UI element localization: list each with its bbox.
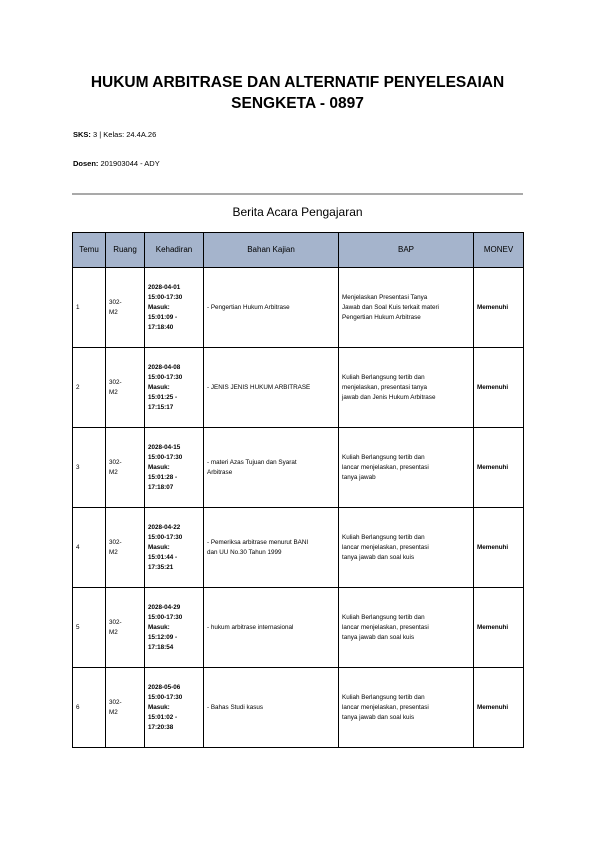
kehadiran-line: Masuk: [148,703,170,711]
table-header-row [73,233,524,268]
cell-temu: 6 [73,668,106,748]
cell-ruang [106,508,145,588]
sks-info [73,130,156,139]
title-line-2: SENGKETA - 0897 [231,95,364,112]
cell-bap [339,348,474,428]
cell-bap [339,588,474,668]
kehadiran-line: 15:00-17:30 [148,453,183,461]
kehadiran-line: 17:18:40 [148,323,174,331]
cell-bap [339,508,474,588]
cell-bahan-kajian [204,588,339,668]
bahan-line: - Pengertian Hukum Arbitrase [207,303,290,311]
kehadiran-line: 15:00-17:30 [148,613,183,621]
ruang-line: M2 [109,308,118,316]
bap-line: tanya jawab dan soal kuis [342,553,415,561]
cell-bap [339,428,474,508]
cell-bap [339,268,474,348]
kehadiran-line: 2028-04-15 [148,443,181,451]
bap-line: lancar menjelaskan, presentasi [342,463,429,471]
cell-bahan-kajian [204,428,339,508]
bahan-line: - Pemeriksa arbitrase menurut BANI [207,538,309,546]
bap-line: Pengertian Hukum Arbitrase [342,313,421,321]
bap-line: Jawab dan Soal Kuis terkait materi [342,303,439,311]
page-title [60,72,535,114]
col-temu: Temu [73,233,106,268]
cell-temu: 4 [73,508,106,588]
bahan-line: - materi Azas Tujuan dan Syarat [207,458,297,466]
bahan-line: dan UU No.30 Tahun 1999 [207,548,282,556]
bap-line: tanya jawab [342,473,376,481]
cell-kehadiran [145,508,204,588]
kehadiran-line: 17:20:38 [148,723,174,731]
col-bahan-kajian: Bahan Kajian [204,233,339,268]
kehadiran-line: Masuk: [148,463,170,471]
cell-monev: Memenuhi [474,508,524,588]
cell-kehadiran [145,348,204,428]
table-row [73,508,524,588]
bap-line: Kuliah Berlangsung tertib dan [342,453,425,461]
bap-line: tanya jawab dan soal kuis [342,713,415,721]
kehadiran-line: 2028-04-08 [148,363,181,371]
ruang-line: 302- [109,618,122,626]
bap-line: Kuliah Berlangsung tertib dan [342,693,425,701]
col-kehadiran: Kehadiran [145,233,204,268]
bap-line: menjelaskan, presentasi tanya [342,383,428,391]
dosen-value: 201903044 - ADY [100,159,160,168]
col-ruang: Ruang [106,233,145,268]
bap-line: lancar menjelaskan, presentasi [342,543,429,551]
table-row [73,588,524,668]
ruang-line: M2 [109,388,118,396]
dosen-info [73,159,160,168]
sks-value: 3 | Kelas: 24.4A.26 [93,130,157,139]
cell-ruang [106,348,145,428]
cell-bahan-kajian [204,508,339,588]
bap-table [72,232,524,748]
ruang-line: 302- [109,538,122,546]
bap-line: Menjelaskan Presentasi Tanya [342,293,428,301]
dosen-label: Dosen: [73,159,99,168]
kehadiran-line: 15:00-17:30 [148,293,183,301]
kehadiran-line: Masuk: [148,623,170,631]
col-monev: MONEV [474,233,524,268]
ruang-line: 302- [109,698,122,706]
kehadiran-line: 17:35:21 [148,563,174,571]
kehadiran-line: 15:12:09 - [148,633,178,641]
bap-line: tanya jawab dan soal kuis [342,633,415,641]
ruang-line: M2 [109,708,118,716]
cell-temu: 5 [73,588,106,668]
bap-line: jawab dan Jenis Hukum Arbitrase [342,393,436,401]
kehadiran-line: 15:00-17:30 [148,533,183,541]
kehadiran-line: 15:01:02 - [148,713,178,721]
kehadiran-line: 15:00-17:30 [148,693,183,701]
title-line-1: HUKUM ARBITRASE DAN ALTERNATIF PENYELESAIAN [90,74,505,91]
cell-monev: Memenuhi [474,588,524,668]
divider [72,193,523,195]
ruang-line: 302- [109,298,122,306]
table-row [73,428,524,508]
cell-monev: Memenuhi [474,668,524,748]
bahan-line: Arbitrase [207,468,233,476]
kehadiran-line: Masuk: [148,543,170,551]
ruang-line: M2 [109,548,118,556]
kehadiran-line: 15:01:09 - [148,313,178,321]
kehadiran-line: 2028-04-01 [148,283,181,291]
kehadiran-line: 2028-04-22 [148,523,181,531]
ruang-line: 302- [109,378,122,386]
kehadiran-line: 17:18:07 [148,483,174,491]
ruang-line: 302- [109,458,122,466]
cell-monev: Memenuhi [474,348,524,428]
cell-ruang [106,268,145,348]
cell-ruang [106,428,145,508]
table-row [73,348,524,428]
kehadiran-line: 15:01:28 - [148,473,178,481]
cell-monev: Memenuhi [474,268,524,348]
cell-bahan-kajian [204,668,339,748]
kehadiran-line: 2028-04-29 [148,603,181,611]
col-bap: BAP [339,233,474,268]
kehadiran-line: 15:01:25 - [148,393,178,401]
kehadiran-line: 17:15:17 [148,403,174,411]
bap-line: lancar menjelaskan, presentasi [342,623,429,631]
ruang-line: M2 [109,628,118,636]
cell-ruang [106,588,145,668]
cell-kehadiran [145,268,204,348]
cell-kehadiran [145,668,204,748]
kehadiran-line: Masuk: [148,383,170,391]
ruang-line: M2 [109,468,118,476]
bap-line: Kuliah Berlangsung tertib dan [342,533,425,541]
bap-line: Kuliah Berlangsung tertib dan [342,373,425,381]
kehadiran-line: 17:18:54 [148,643,174,651]
cell-monev: Memenuhi [474,428,524,508]
cell-temu: 1 [73,268,106,348]
cell-temu: 2 [73,348,106,428]
kehadiran-line: 15:00-17:30 [148,373,183,381]
sks-label: SKS: [73,130,91,139]
table-row [73,268,524,348]
bap-line: lancar menjelaskan, presentasi [342,703,429,711]
bahan-line: - hukum arbitrase internasional [207,623,294,631]
cell-bap [339,668,474,748]
cell-ruang [106,668,145,748]
bap-line: Kuliah Berlangsung tertib dan [342,613,425,621]
section-title: Berita Acara Pengajaran [232,205,363,219]
cell-temu: 3 [73,428,106,508]
cell-kehadiran [145,428,204,508]
table-row [73,668,524,748]
kehadiran-line: 2028-05-06 [148,683,181,691]
cell-bahan-kajian [204,348,339,428]
cell-kehadiran [145,588,204,668]
bahan-line: - Bahas Studi kasus [207,703,264,711]
kehadiran-line: Masuk: [148,303,170,311]
bahan-line: - JENIS JENIS HUKUM ARBITRASE [207,383,311,391]
kehadiran-line: 15:01:44 - [148,553,178,561]
cell-bahan-kajian [204,268,339,348]
